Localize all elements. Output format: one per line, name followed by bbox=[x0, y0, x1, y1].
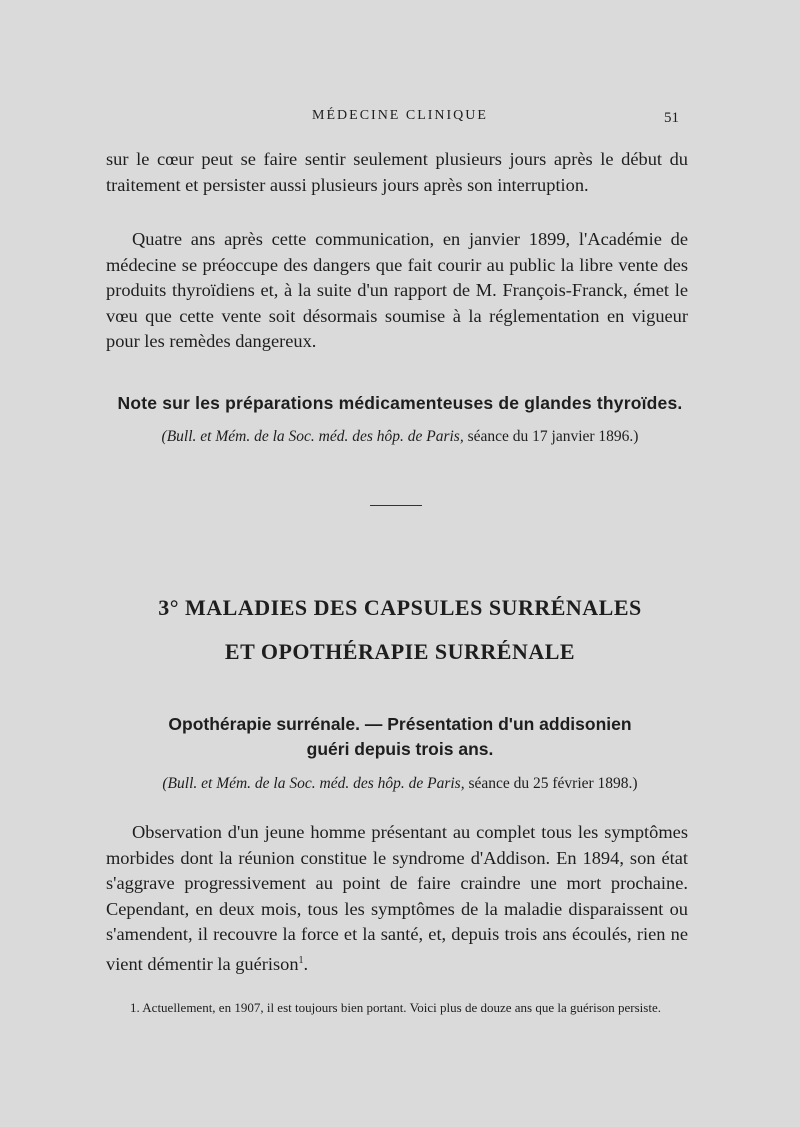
subsection-reference-date: séance du 25 février 1898.) bbox=[464, 775, 638, 792]
subsection-title-line-1: Opothérapie surrénale. — Présentation d'un addisonien bbox=[168, 714, 632, 734]
section-title-line-1: 3° MALADIES DES CAPSULES SURRÉNALES bbox=[158, 595, 642, 620]
footnote-marker: 1 bbox=[298, 954, 304, 966]
note-title: Note sur les préparations médicamenteuses de glandes thyroïdes. bbox=[117, 393, 683, 413]
section-divider bbox=[370, 505, 422, 506]
subsection-reference bbox=[0, 775, 800, 793]
subsection-title-line-2: guéri depuis trois ans. bbox=[306, 739, 494, 759]
paragraph-observation: Observation d'un jeune homme présentant au complet tous les symptômes morbides dont la réunion constitue le syndrome d'Addison. En 1894, son état s'aggrave progressivement au point de faire craindre une mort prochaine. Cependant, en deux mois, tous les symptômes de la maladie disparaissent ou s'amendent, il recouvre la force et la santé, et, depuis trois ans écoulés, rien ne vient démentir la guérison$^1$. bbox=[106, 822, 688, 974]
note-reference bbox=[0, 428, 800, 446]
section-title-line-2: ET OPOTHÉRAPIE SURRÉNALE bbox=[224, 639, 576, 664]
page-number: 51 bbox=[664, 110, 679, 126]
paragraph-academie: Quatre ans après cette communication, en janvier 1899, l'Académie de médecine se préoccupe des dangers que fait courir au public la libre vente des produits thyroïdiens et, à la suite d'un rapport de M. François-Franck, émet le vœu que cette vente soit désormais soumise à la réglementation en vigueur pour les remèdes dangereux. bbox=[106, 229, 688, 351]
running-head bbox=[0, 108, 800, 132]
footnote: 1. Actuellement, en 1907, il est toujours bien portant. Voici plus de douze ans que la guérison persiste. bbox=[130, 1000, 661, 1015]
subsection-reference-journal: (Bull. et Mém. de la Soc. méd. des hôp. de Paris, bbox=[162, 775, 465, 792]
running-title: MÉDECINE CLINIQUE bbox=[312, 108, 488, 123]
note-reference-journal: (Bull. et Mém. de la Soc. méd. des hôp. de Paris, bbox=[161, 428, 464, 445]
paragraph-continuation: sur le cœur peut se faire sentir seulement plusieurs jours après le début du traitement et persister aussi plusieurs jours après son interruption. bbox=[106, 149, 688, 195]
observation-text: Observation d'un jeune homme présentant au complet tous les symptômes morbides dont la réunion constitue le syndrome d'Addison. En 1894, son état s'aggrave progressivement au point de faire craindre une mort prochaine. Cependant, en deux mois, tous les symptômes de la maladie disparaissent ou s'amendent, il recouvre la force et la santé, et, depuis trois ans écoulés, rien ne vient démentir la guérison bbox=[106, 822, 688, 974]
note-reference-date: séance du 17 janvier 1896.) bbox=[463, 428, 639, 445]
